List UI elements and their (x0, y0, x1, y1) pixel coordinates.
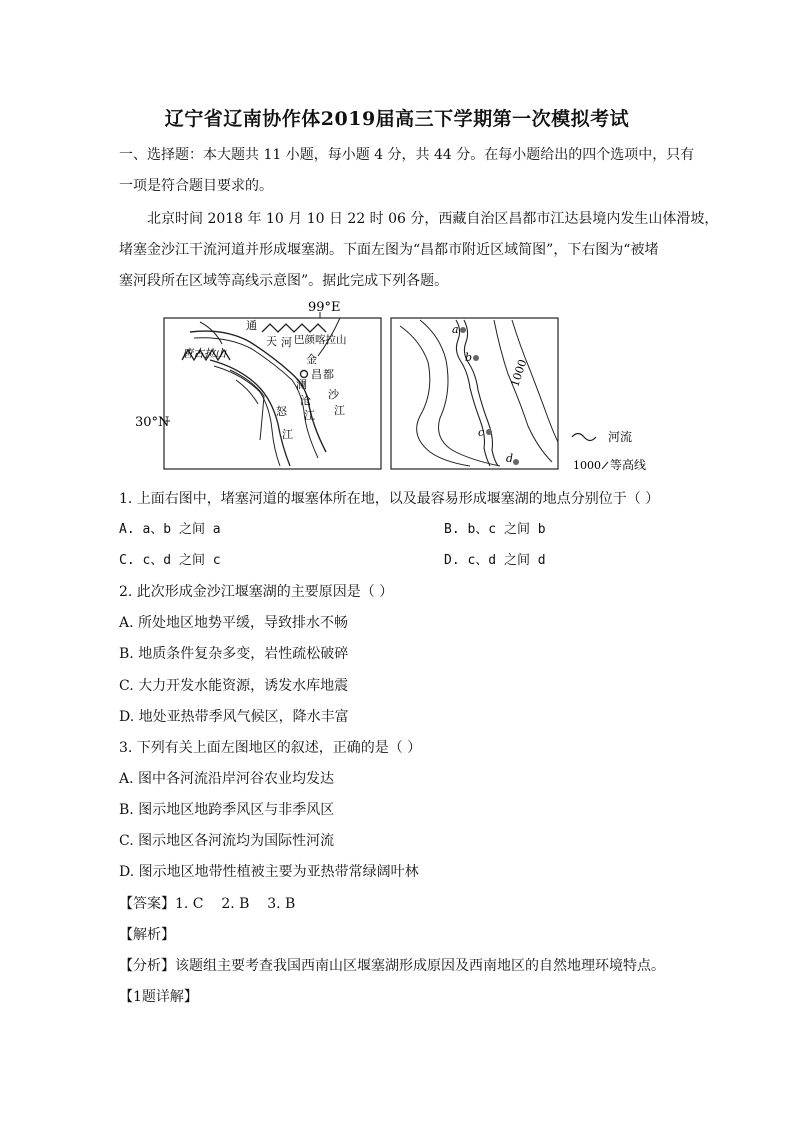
label-lan: 澜 (296, 378, 307, 391)
question-3-option-d: D. 图示地区地带性植被主要为亚热带常绿阔叶林 (119, 864, 419, 880)
question-1-stem: 1. 上面右图中，堵塞河道的堰塞体所在地，以及最容易形成堰塞湖的地点分别位于（ ） (119, 491, 660, 507)
question-2-option-d: D. 地处亚热带季风气候区，降水丰富 (119, 709, 349, 725)
label-point-a: a (452, 323, 459, 336)
point-d-marker (513, 459, 519, 465)
analysis-text: 【分析】该题组主要考查我国西南山区堰塞湖形成原因及西南地区的自然地理环境特点。 (119, 958, 665, 974)
river-legend-icon (572, 434, 596, 441)
label-sha: 沙 (328, 388, 339, 401)
lon-label: 99°E (308, 300, 341, 315)
question-1-option-d: D. c、d 之间 d (444, 553, 546, 568)
left-map (135, 300, 381, 469)
question-2-option-b: B. 地质条件复杂多变，岩性疏松破碎 (119, 646, 349, 662)
label-point-b: b (465, 351, 473, 364)
question-3-option-b: B. 图示地区地跨季风区与非季风区 (119, 802, 335, 818)
point-a-marker (460, 327, 466, 333)
question-2-option-c: C. 大力开发水能资源，诱发水库地震 (119, 678, 349, 694)
label-tanggula-range: 唐古拉山 (182, 347, 226, 360)
question-1-option-b: B. b、c 之间 b (444, 522, 546, 537)
label-chang: 昌 (311, 368, 322, 381)
label-bayan-har-range: 巴颜喀拉山 (294, 334, 347, 346)
question-3-option-a: A. 图中各河流沿岸河谷农业均发达 (119, 771, 335, 787)
legend-river-label: 河流 (608, 430, 633, 444)
question-2-option-a: A. 所处地区地势平缓，导致排水不畅 (119, 615, 349, 631)
label-jiang-lancang: 江 (304, 409, 315, 422)
question-2-stem: 2. 此次形成金沙江堰塞湖的主要原因是（ ） (119, 584, 394, 600)
point-c-marker (486, 429, 492, 435)
question-3-stem: 3. 下列有关上面左图地区的叙述，正确的是（ ） (119, 740, 422, 756)
lat-label: 30°N (135, 415, 170, 430)
legend-contour-value: 1000 (573, 459, 601, 472)
label-jiang-nu: 江 (282, 428, 293, 441)
page-title: 辽宁省辽南协作体2019届高三下学期第一次模拟考试 (164, 108, 630, 130)
label-he: 河 (281, 336, 292, 349)
label-point-d: d (506, 452, 514, 465)
intro-line2: 堵塞金沙江干流河道并形成堰塞湖。下面左图为“昌都市附近区域简图”，下右图为“被堵 (119, 242, 659, 258)
detail-heading: 【1题详解】 (119, 989, 198, 1005)
legend-contour-label: 等高线 (610, 458, 647, 472)
intro-line3: 塞河段所在区域等高线示意图”。据此完成下列各题。 (119, 273, 449, 289)
intro-line1: 北京时间 2018 年 10 月 10 日 22 时 06 分，西藏自治区昌都市江达县境内发生山体滑坡， (147, 211, 719, 227)
label-jiang-jinsha: 江 (334, 404, 345, 417)
right-map (391, 318, 558, 469)
label-point-c: c (478, 426, 485, 439)
label-jin: 金 (306, 353, 317, 366)
answer-line: 【答案】1. C 2. B 3. B (119, 896, 296, 912)
question-3-option-c: C. 图示地区各河流均为国际性河流 (119, 833, 335, 849)
label-nu: 怒 (276, 405, 287, 418)
changdu-city-marker (301, 371, 308, 378)
section-instruction-line1: 一、选择题：本大题共 11 小题，每小题 4 分，共 44 分。在每小题给出的四个选项中，只有 (119, 147, 695, 163)
label-tian: 天 (266, 335, 277, 348)
contour-label-1000: 1000 (508, 357, 530, 389)
label-cang: 沧 (300, 394, 311, 407)
label-du: 都 (323, 368, 334, 381)
label-tong: 通 (246, 319, 257, 332)
question-1-option-c: C. c、d 之间 c (119, 553, 221, 568)
point-b-marker (473, 355, 479, 361)
analysis-heading: 【解析】 (119, 927, 175, 943)
question-1-option-a: A. a、b 之间 a (119, 522, 221, 537)
section-instruction-line2: 一项是符合题目要求的。 (119, 178, 273, 194)
map-legend (572, 429, 646, 472)
